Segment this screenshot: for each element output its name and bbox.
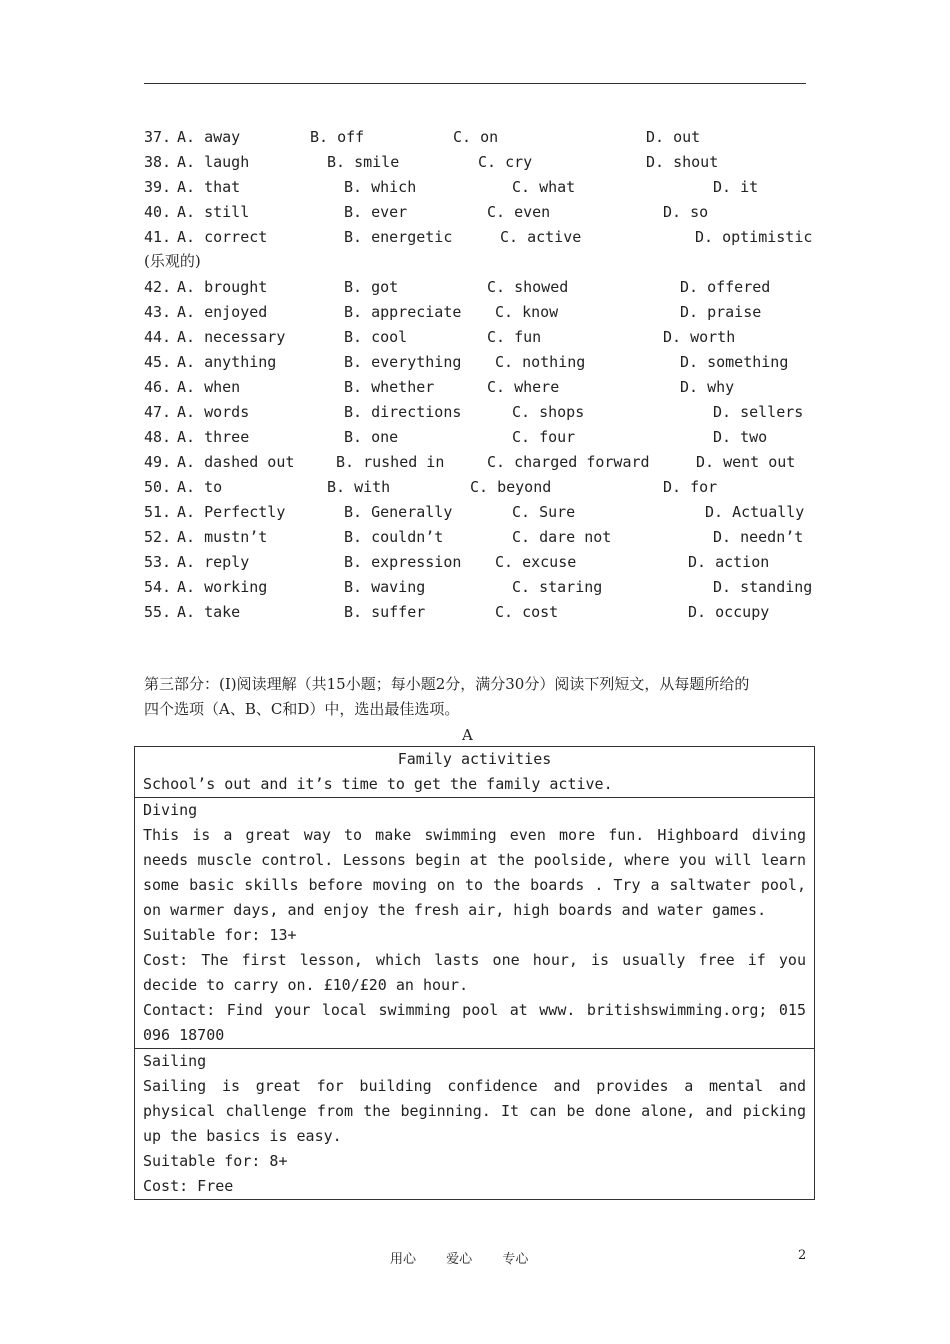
option-d: D. praise xyxy=(680,303,762,321)
page-number: 2 xyxy=(798,1248,807,1263)
option-c: C. nothing xyxy=(495,353,586,371)
question-row xyxy=(144,575,814,600)
option-c: C. cost xyxy=(495,603,559,621)
option-a: A. take xyxy=(177,603,241,621)
question-number: 44. xyxy=(144,328,172,346)
option-d: D. standing xyxy=(713,578,813,596)
option-b: B. off xyxy=(310,128,365,146)
option-a: A. correct xyxy=(177,228,268,246)
passage-label: A xyxy=(462,726,473,744)
diving-contact: Contact: Find your local swimming pool at www. britishswimming.org; 015 096 18700 xyxy=(143,1001,806,1044)
option-b: B. suffer xyxy=(344,603,426,621)
option-a: A. dashed out xyxy=(177,453,295,471)
section-instruction-line-2: 四个选项（A、B、C和D）中，选出最佳选项。 xyxy=(144,700,460,718)
question-number: 55. xyxy=(144,603,172,621)
option-c: C. staring xyxy=(512,578,603,596)
option-c: C. active xyxy=(500,228,582,246)
question-row xyxy=(144,550,814,575)
option-a: A. three xyxy=(177,428,250,446)
option-b: B. Generally xyxy=(344,503,453,521)
option-d: D. out xyxy=(646,128,701,146)
option-b: B. expression xyxy=(344,553,462,571)
section-instructions xyxy=(144,672,814,722)
question-row xyxy=(144,600,814,625)
question-row xyxy=(144,125,814,150)
question-number: 46. xyxy=(144,378,172,396)
option-a: A. necessary xyxy=(177,328,286,346)
question-number: 47. xyxy=(144,403,172,421)
question-number: 45. xyxy=(144,353,172,371)
table-title: Family activities xyxy=(397,750,552,768)
footer-slogan-word: 爱心 xyxy=(446,1252,473,1267)
question-row xyxy=(144,400,814,425)
option-a: A. reply xyxy=(177,553,250,571)
question-row xyxy=(144,275,814,300)
sailing-heading: Sailing xyxy=(143,1052,207,1070)
option-a: A. away xyxy=(177,128,241,146)
question-number: 40. xyxy=(144,203,172,221)
option-b: B. got xyxy=(344,278,399,296)
question-row xyxy=(144,525,814,550)
question-row xyxy=(144,350,814,375)
question-row xyxy=(144,475,814,500)
option-d: D. for xyxy=(663,478,718,496)
question-row xyxy=(144,325,814,350)
option-d: D. worth xyxy=(663,328,736,346)
option-c: C. Sure xyxy=(512,503,576,521)
question-number: 37. xyxy=(144,128,172,146)
diving-body: This is a great way to make swimming even more fun. Highboard diving needs muscle control. Lessons begin at the poolside, where you will learn some basic skills before moving on to the boards . Try a saltwater pool, on warmer days, and enjoy the fresh air, high boards and water games. xyxy=(143,826,806,919)
option-b: B. cool xyxy=(344,328,408,346)
option-a: A. brought xyxy=(177,278,268,296)
question-number: 53. xyxy=(144,553,172,571)
question-number: 49. xyxy=(144,453,172,471)
question-row xyxy=(144,300,814,325)
diving-cell xyxy=(135,797,814,1048)
question-number: 39. xyxy=(144,178,172,196)
footer-slogan-word: 用心 xyxy=(390,1252,417,1267)
option-b: B. smile xyxy=(327,153,400,171)
option-a: A. words xyxy=(177,403,250,421)
option-a: A. Perfectly xyxy=(177,503,286,521)
activities-table xyxy=(134,746,815,1200)
option-d: D. optimistic xyxy=(695,228,813,246)
option-b: B. with xyxy=(327,478,391,496)
option-a: A. laugh xyxy=(177,153,250,171)
option-c: C. four xyxy=(512,428,576,446)
option-b: B. directions xyxy=(344,403,462,421)
option-a: A. still xyxy=(177,203,250,221)
sailing-suitable: Suitable for: 8+ xyxy=(143,1152,288,1170)
option-c: C. excuse xyxy=(495,553,577,571)
question-row xyxy=(144,150,814,175)
question-number: 54. xyxy=(144,578,172,596)
sailing-cell xyxy=(135,1048,814,1199)
question-number: 48. xyxy=(144,428,172,446)
option-a: A. that xyxy=(177,178,241,196)
option-d: D. why xyxy=(680,378,735,396)
question-row xyxy=(144,425,814,450)
option-b: B. one xyxy=(344,428,399,446)
option-b: B. rushed in xyxy=(336,453,445,471)
option-b: B. everything xyxy=(344,353,462,371)
option-c: C. even xyxy=(487,203,551,221)
option-b: B. couldn’t xyxy=(344,528,444,546)
option-b: B. energetic xyxy=(344,228,453,246)
option-a: A. when xyxy=(177,378,241,396)
question-number: 50. xyxy=(144,478,172,496)
question-row xyxy=(144,225,814,250)
option-c: C. fun xyxy=(487,328,542,346)
option-d: D. offered xyxy=(680,278,771,296)
footer-slogan-word: 专心 xyxy=(502,1252,529,1267)
option-b: B. which xyxy=(344,178,417,196)
option-c: C. shops xyxy=(512,403,585,421)
question-number: 38. xyxy=(144,153,172,171)
question-row xyxy=(144,500,814,525)
option-c: C. what xyxy=(512,178,576,196)
option-a: A. to xyxy=(177,478,223,496)
question-row xyxy=(144,175,814,200)
option-d: D. so xyxy=(663,203,709,221)
option-d: D. sellers xyxy=(713,403,804,421)
footer-slogan xyxy=(390,1248,554,1267)
option-c: C. dare not xyxy=(512,528,612,546)
option-d: D. something xyxy=(680,353,789,371)
option-b: B. waving xyxy=(344,578,426,596)
sailing-cost: Cost: Free xyxy=(143,1177,234,1195)
option-d: D. needn’t xyxy=(713,528,804,546)
option-a: A. mustn’t xyxy=(177,528,268,546)
question-number: 51. xyxy=(144,503,172,521)
question-row xyxy=(144,200,814,225)
option-a: A. enjoyed xyxy=(177,303,268,321)
section-instruction-line-1: 第三部分：(Ⅰ)阅读理解（共15小题；每小题2分，满分30分）阅读下列短文，从每题所给的 xyxy=(144,675,750,693)
question-number: 43. xyxy=(144,303,172,321)
option-d: D. two xyxy=(713,428,768,446)
diving-cost: Cost: The first lesson, which lasts one hour, is usually free if you decide to carry on. £10/£20 an hour. xyxy=(143,951,806,994)
option-a: A. anything xyxy=(177,353,277,371)
option-c: C. cry xyxy=(478,153,533,171)
option-b: B. appreciate xyxy=(344,303,462,321)
q41-wrap-text: (乐观的) xyxy=(144,252,201,270)
question-number: 52. xyxy=(144,528,172,546)
option-b: B. whether xyxy=(344,378,435,396)
option-c: C. on xyxy=(453,128,499,146)
table-intro: School’s out and it’s time to get the family active. xyxy=(143,775,613,793)
option-b: B. ever xyxy=(344,203,408,221)
question-row xyxy=(144,450,814,475)
question-number: 41. xyxy=(144,228,172,246)
header-rule xyxy=(144,83,806,84)
question-row xyxy=(144,375,814,400)
option-d: D. Actually xyxy=(705,503,805,521)
option-d: D. action xyxy=(688,553,770,571)
option-d: D. went out xyxy=(696,453,796,471)
option-c: C. charged forward xyxy=(487,453,650,471)
diving-heading: Diving xyxy=(143,801,198,819)
sailing-body: Sailing is great for building confidence and provides a mental and physical challenge from the beginning. It can be done alone, and picking up the basics is easy. xyxy=(143,1077,806,1145)
option-c: C. showed xyxy=(487,278,569,296)
question-number: 42. xyxy=(144,278,172,296)
option-d: D. shout xyxy=(646,153,719,171)
option-c: C. beyond xyxy=(470,478,552,496)
option-c: C. where xyxy=(487,378,560,396)
option-d: D. it xyxy=(713,178,759,196)
option-a: A. working xyxy=(177,578,268,596)
table-header-cell xyxy=(135,747,814,797)
diving-suitable: Suitable for: 13+ xyxy=(143,926,297,944)
option-c: C. know xyxy=(495,303,559,321)
option-d: D. occupy xyxy=(688,603,770,621)
